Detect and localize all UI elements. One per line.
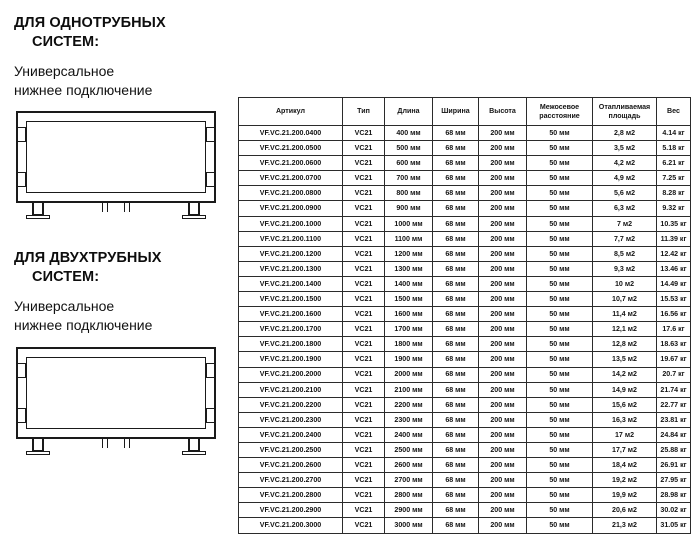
cell-heated-area: 8,5 м2 xyxy=(593,246,657,261)
cell-width: 68 мм xyxy=(433,261,479,276)
cell-weight: 31.05 кг xyxy=(657,518,691,533)
cell-type: VC21 xyxy=(343,231,385,246)
cell-type: VC21 xyxy=(343,201,385,216)
cell-heated-area: 16,3 м2 xyxy=(593,412,657,427)
cell-heated-area: 20,6 м2 xyxy=(593,503,657,518)
cell-width: 68 мм xyxy=(433,126,479,141)
cell-type: VC21 xyxy=(343,412,385,427)
table-row xyxy=(239,382,691,397)
cell-type: VC21 xyxy=(343,488,385,503)
cell-width: 68 мм xyxy=(433,216,479,231)
cell-article: VF.VC.21.200.2700 xyxy=(239,473,343,488)
cell-axial-distance: 50 мм xyxy=(527,186,593,201)
cell-type: VC21 xyxy=(343,186,385,201)
cell-height: 200 мм xyxy=(479,292,527,307)
cell-weight: 6.21 кг xyxy=(657,156,691,171)
cell-weight: 30.02 кг xyxy=(657,503,691,518)
cell-height: 200 мм xyxy=(479,473,527,488)
cell-article: VF.VC.21.200.2500 xyxy=(239,442,343,457)
cell-height: 200 мм xyxy=(479,458,527,473)
cell-height: 200 мм xyxy=(479,503,527,518)
cell-heated-area: 6,3 м2 xyxy=(593,201,657,216)
single-pipe-subtitle xyxy=(14,62,232,100)
table-row xyxy=(239,352,691,367)
cell-article: VF.VC.21.200.0400 xyxy=(239,126,343,141)
cell-heated-area: 9,3 м2 xyxy=(593,261,657,276)
cell-article: VF.VC.21.200.3000 xyxy=(239,518,343,533)
single-pipe-title xyxy=(14,14,232,52)
cell-length: 2700 мм xyxy=(385,473,433,488)
cell-length: 1100 мм xyxy=(385,231,433,246)
cell-article: VF.VC.21.200.2800 xyxy=(239,488,343,503)
cell-height: 200 мм xyxy=(479,231,527,246)
cell-length: 500 мм xyxy=(385,141,433,156)
cell-article: VF.VC.21.200.2200 xyxy=(239,397,343,412)
cell-width: 68 мм xyxy=(433,292,479,307)
cell-type: VC21 xyxy=(343,276,385,291)
cell-type: VC21 xyxy=(343,307,385,322)
cell-length: 2000 мм xyxy=(385,367,433,382)
cell-type: VC21 xyxy=(343,503,385,518)
cell-width: 68 мм xyxy=(433,201,479,216)
cell-width: 68 мм xyxy=(433,171,479,186)
cell-heated-area: 5,6 м2 xyxy=(593,186,657,201)
cell-heated-area: 12,8 м2 xyxy=(593,337,657,352)
cell-height: 200 мм xyxy=(479,186,527,201)
cell-article: VF.VC.21.200.2000 xyxy=(239,367,343,382)
cell-axial-distance: 50 мм xyxy=(527,292,593,307)
radiator-inner-panel xyxy=(26,357,206,429)
cell-weight: 13.46 кг xyxy=(657,261,691,276)
cell-length: 2400 мм xyxy=(385,427,433,442)
cell-width: 68 мм xyxy=(433,322,479,337)
radiator-port-top-left xyxy=(17,363,26,378)
cell-weight: 17.6 кг xyxy=(657,322,691,337)
cell-weight: 27.95 кг xyxy=(657,473,691,488)
cell-length: 800 мм xyxy=(385,186,433,201)
cell-article: VF.VC.21.200.0700 xyxy=(239,171,343,186)
table-row xyxy=(239,156,691,171)
cell-type: VC21 xyxy=(343,397,385,412)
cell-heated-area: 7 м2 xyxy=(593,216,657,231)
cell-axial-distance: 50 мм xyxy=(527,231,593,246)
cell-axial-distance: 50 мм xyxy=(527,337,593,352)
cell-heated-area: 13,5 м2 xyxy=(593,352,657,367)
cell-axial-distance: 50 мм xyxy=(527,427,593,442)
cell-type: VC21 xyxy=(343,141,385,156)
cell-article: VF.VC.21.200.2400 xyxy=(239,427,343,442)
axial-distance-line1: Межосевое xyxy=(539,103,580,112)
column-header-length: Длина xyxy=(385,98,433,126)
table-row xyxy=(239,171,691,186)
table-row xyxy=(239,337,691,352)
cell-axial-distance: 50 мм xyxy=(527,442,593,457)
table-row xyxy=(239,186,691,201)
cell-axial-distance: 50 мм xyxy=(527,261,593,276)
cell-weight: 9.32 кг xyxy=(657,201,691,216)
cell-type: VC21 xyxy=(343,171,385,186)
cell-article: VF.VC.21.200.0600 xyxy=(239,156,343,171)
cell-height: 200 мм xyxy=(479,261,527,276)
radiator-diagram-single-pipe xyxy=(16,111,216,219)
radiator-connection-pipe-left xyxy=(102,439,108,448)
table-head xyxy=(239,98,691,126)
radiator-port-top-right xyxy=(206,363,215,378)
cell-weight: 4.14 кг xyxy=(657,126,691,141)
cell-weight: 8.28 кг xyxy=(657,186,691,201)
two-pipe-block xyxy=(14,249,232,454)
cell-axial-distance: 50 мм xyxy=(527,382,593,397)
cell-heated-area: 18,4 м2 xyxy=(593,458,657,473)
cell-type: VC21 xyxy=(343,382,385,397)
cell-axial-distance: 50 мм xyxy=(527,488,593,503)
cell-axial-distance: 50 мм xyxy=(527,141,593,156)
radiator-port-bottom-right xyxy=(206,172,215,187)
cell-type: VC21 xyxy=(343,442,385,457)
cell-length: 2200 мм xyxy=(385,397,433,412)
cell-width: 68 мм xyxy=(433,141,479,156)
cell-weight: 15.53 кг xyxy=(657,292,691,307)
cell-width: 68 мм xyxy=(433,382,479,397)
cell-weight: 25.88 кг xyxy=(657,442,691,457)
cell-width: 68 мм xyxy=(433,473,479,488)
cell-length: 1300 мм xyxy=(385,261,433,276)
cell-article: VF.VC.21.200.1400 xyxy=(239,276,343,291)
two-pipe-subtitle-line1: Универсальное xyxy=(14,298,115,315)
radiator-port-top-left xyxy=(17,127,26,142)
cell-height: 200 мм xyxy=(479,307,527,322)
cell-type: VC21 xyxy=(343,261,385,276)
cell-article: VF.VC.21.200.2600 xyxy=(239,458,343,473)
cell-height: 200 мм xyxy=(479,337,527,352)
table-row xyxy=(239,367,691,382)
single-pipe-title-line2: СИСТЕМ: xyxy=(32,33,100,50)
cell-length: 1200 мм xyxy=(385,246,433,261)
cell-width: 68 мм xyxy=(433,503,479,518)
cell-width: 68 мм xyxy=(433,367,479,382)
cell-length: 2600 мм xyxy=(385,458,433,473)
column-header-heated-area xyxy=(593,98,657,126)
table-row xyxy=(239,126,691,141)
column-header-type: Тип xyxy=(343,98,385,126)
cell-article: VF.VC.21.200.0900 xyxy=(239,201,343,216)
table-row xyxy=(239,397,691,412)
cell-width: 68 мм xyxy=(433,442,479,457)
cell-article: VF.VC.21.200.1500 xyxy=(239,292,343,307)
cell-weight: 26.91 кг xyxy=(657,458,691,473)
cell-axial-distance: 50 мм xyxy=(527,397,593,412)
cell-height: 200 мм xyxy=(479,442,527,457)
heated-area-line2: площадь xyxy=(608,111,641,120)
diagrams-column xyxy=(14,14,232,455)
cell-heated-area: 10 м2 xyxy=(593,276,657,291)
table-body xyxy=(239,126,691,534)
cell-height: 200 мм xyxy=(479,171,527,186)
radiator-foot-right xyxy=(182,451,206,455)
cell-length: 2100 мм xyxy=(385,382,433,397)
cell-width: 68 мм xyxy=(433,352,479,367)
cell-length: 2500 мм xyxy=(385,442,433,457)
axial-distance-line2: расстояние xyxy=(539,111,580,120)
cell-weight: 22.77 кг xyxy=(657,397,691,412)
cell-axial-distance: 50 мм xyxy=(527,246,593,261)
specifications-table-wrapper xyxy=(238,97,690,534)
cell-article: VF.VC.21.200.0500 xyxy=(239,141,343,156)
cell-axial-distance: 50 мм xyxy=(527,518,593,533)
cell-height: 200 мм xyxy=(479,382,527,397)
radiator-port-top-right xyxy=(206,127,215,142)
cell-axial-distance: 50 мм xyxy=(527,458,593,473)
cell-length: 1500 мм xyxy=(385,292,433,307)
cell-width: 68 мм xyxy=(433,518,479,533)
cell-type: VC21 xyxy=(343,352,385,367)
two-pipe-subtitle-line2: нижнее подключение xyxy=(14,317,153,334)
cell-axial-distance: 50 мм xyxy=(527,352,593,367)
radiator-port-bottom-right xyxy=(206,408,215,423)
cell-height: 200 мм xyxy=(479,397,527,412)
cell-heated-area: 14,9 м2 xyxy=(593,382,657,397)
column-header-axial-distance xyxy=(527,98,593,126)
table-row xyxy=(239,442,691,457)
cell-height: 200 мм xyxy=(479,352,527,367)
cell-height: 200 мм xyxy=(479,246,527,261)
cell-width: 68 мм xyxy=(433,156,479,171)
radiator-foot-right xyxy=(182,215,206,219)
cell-weight: 5.18 кг xyxy=(657,141,691,156)
cell-length: 1400 мм xyxy=(385,276,433,291)
cell-width: 68 мм xyxy=(433,412,479,427)
cell-type: VC21 xyxy=(343,292,385,307)
table-row xyxy=(239,231,691,246)
table-row xyxy=(239,488,691,503)
cell-height: 200 мм xyxy=(479,276,527,291)
cell-weight: 12.42 кг xyxy=(657,246,691,261)
cell-width: 68 мм xyxy=(433,337,479,352)
cell-axial-distance: 50 мм xyxy=(527,412,593,427)
cell-type: VC21 xyxy=(343,337,385,352)
cell-weight: 21.74 кг xyxy=(657,382,691,397)
cell-article: VF.VC.21.200.2100 xyxy=(239,382,343,397)
cell-width: 68 мм xyxy=(433,186,479,201)
cell-type: VC21 xyxy=(343,246,385,261)
column-header-weight: Вес xyxy=(657,98,691,126)
cell-type: VC21 xyxy=(343,473,385,488)
cell-length: 600 мм xyxy=(385,156,433,171)
cell-type: VC21 xyxy=(343,156,385,171)
table-row xyxy=(239,261,691,276)
cell-weight: 23.81 кг xyxy=(657,412,691,427)
heated-area-line1: Отапливаемая xyxy=(598,103,651,112)
cell-length: 2800 мм xyxy=(385,488,433,503)
cell-heated-area: 21,3 м2 xyxy=(593,518,657,533)
column-header-height: Высота xyxy=(479,98,527,126)
cell-height: 200 мм xyxy=(479,488,527,503)
radiator-body xyxy=(16,347,216,439)
cell-weight: 20.7 кг xyxy=(657,367,691,382)
cell-heated-area: 19,9 м2 xyxy=(593,488,657,503)
cell-heated-area: 19,2 м2 xyxy=(593,473,657,488)
cell-height: 200 мм xyxy=(479,156,527,171)
cell-heated-area: 17,7 м2 xyxy=(593,442,657,457)
cell-height: 200 мм xyxy=(479,126,527,141)
cell-weight: 7.25 кг xyxy=(657,171,691,186)
cell-axial-distance: 50 мм xyxy=(527,473,593,488)
cell-article: VF.VC.21.200.1100 xyxy=(239,231,343,246)
cell-axial-distance: 50 мм xyxy=(527,156,593,171)
cell-weight: 16.56 кг xyxy=(657,307,691,322)
cell-heated-area: 10,7 м2 xyxy=(593,292,657,307)
cell-width: 68 мм xyxy=(433,231,479,246)
cell-axial-distance: 50 мм xyxy=(527,126,593,141)
radiator-diagram-two-pipe xyxy=(16,347,216,455)
radiator-inner-panel xyxy=(26,121,206,193)
cell-heated-area: 4,9 м2 xyxy=(593,171,657,186)
cell-weight: 18.63 кг xyxy=(657,337,691,352)
cell-height: 200 мм xyxy=(479,367,527,382)
cell-type: VC21 xyxy=(343,126,385,141)
cell-length: 1000 мм xyxy=(385,216,433,231)
cell-height: 200 мм xyxy=(479,216,527,231)
cell-article: VF.VC.21.200.1600 xyxy=(239,307,343,322)
cell-heated-area: 14,2 м2 xyxy=(593,367,657,382)
table-row xyxy=(239,473,691,488)
cell-length: 400 мм xyxy=(385,126,433,141)
single-pipe-subtitle-line2: нижнее подключение xyxy=(14,81,153,98)
table-row xyxy=(239,427,691,442)
cell-width: 68 мм xyxy=(433,427,479,442)
cell-weight: 28.98 кг xyxy=(657,488,691,503)
cell-type: VC21 xyxy=(343,367,385,382)
cell-height: 200 мм xyxy=(479,412,527,427)
cell-article: VF.VC.21.200.1800 xyxy=(239,337,343,352)
cell-type: VC21 xyxy=(343,322,385,337)
cell-heated-area: 2,8 м2 xyxy=(593,126,657,141)
cell-heated-area: 15,6 м2 xyxy=(593,397,657,412)
cell-width: 68 мм xyxy=(433,397,479,412)
cell-article: VF.VC.21.200.1200 xyxy=(239,246,343,261)
cell-weight: 10.35 кг xyxy=(657,216,691,231)
table-row xyxy=(239,503,691,518)
cell-length: 1700 мм xyxy=(385,322,433,337)
radiator-connection-pipe-left xyxy=(102,203,108,212)
cell-axial-distance: 50 мм xyxy=(527,322,593,337)
cell-axial-distance: 50 мм xyxy=(527,276,593,291)
table-row xyxy=(239,246,691,261)
two-pipe-title xyxy=(14,249,232,287)
table-row xyxy=(239,412,691,427)
cell-weight: 24.84 кг xyxy=(657,427,691,442)
cell-width: 68 мм xyxy=(433,276,479,291)
cell-axial-distance: 50 мм xyxy=(527,367,593,382)
table-row xyxy=(239,518,691,533)
specifications-table xyxy=(238,97,691,534)
cell-length: 900 мм xyxy=(385,201,433,216)
radiator-port-bottom-left xyxy=(17,172,26,187)
cell-heated-area: 11,4 м2 xyxy=(593,307,657,322)
cell-article: VF.VC.21.200.2300 xyxy=(239,412,343,427)
cell-length: 1600 мм xyxy=(385,307,433,322)
cell-type: VC21 xyxy=(343,427,385,442)
cell-article: VF.VC.21.200.0800 xyxy=(239,186,343,201)
cell-heated-area: 3,5 м2 xyxy=(593,141,657,156)
cell-height: 200 мм xyxy=(479,201,527,216)
cell-length: 1800 мм xyxy=(385,337,433,352)
cell-heated-area: 4,2 м2 xyxy=(593,156,657,171)
cell-axial-distance: 50 мм xyxy=(527,307,593,322)
table-row xyxy=(239,216,691,231)
radiator-foot-left xyxy=(26,215,50,219)
cell-axial-distance: 50 мм xyxy=(527,171,593,186)
cell-length: 3000 мм xyxy=(385,518,433,533)
cell-width: 68 мм xyxy=(433,246,479,261)
cell-width: 68 мм xyxy=(433,307,479,322)
two-pipe-title-line2: СИСТЕМ: xyxy=(32,269,100,286)
table-row xyxy=(239,276,691,291)
table-row xyxy=(239,292,691,307)
cell-height: 200 мм xyxy=(479,518,527,533)
table-row xyxy=(239,201,691,216)
radiator-foot-left xyxy=(26,451,50,455)
table-row xyxy=(239,322,691,337)
cell-heated-area: 12,1 м2 xyxy=(593,322,657,337)
cell-height: 200 мм xyxy=(479,427,527,442)
cell-type: VC21 xyxy=(343,216,385,231)
radiator-port-bottom-left xyxy=(17,408,26,423)
cell-article: VF.VC.21.200.1000 xyxy=(239,216,343,231)
two-pipe-subtitle xyxy=(14,297,232,335)
cell-heated-area: 7,7 м2 xyxy=(593,231,657,246)
table-row xyxy=(239,141,691,156)
table-row xyxy=(239,458,691,473)
single-pipe-subtitle-line1: Универсальное xyxy=(14,62,115,79)
cell-length: 700 мм xyxy=(385,171,433,186)
cell-length: 2300 мм xyxy=(385,412,433,427)
table-header-row xyxy=(239,98,691,126)
cell-article: VF.VC.21.200.1700 xyxy=(239,322,343,337)
cell-height: 200 мм xyxy=(479,141,527,156)
radiator-connection-pipe-right xyxy=(124,203,130,212)
single-pipe-block xyxy=(14,14,232,219)
cell-article: VF.VC.21.200.2900 xyxy=(239,503,343,518)
cell-length: 1900 мм xyxy=(385,352,433,367)
cell-length: 2900 мм xyxy=(385,503,433,518)
column-header-article: Артикул xyxy=(239,98,343,126)
single-pipe-title-line1: ДЛЯ ОДНОТРУБНЫХ xyxy=(14,15,166,31)
table-row xyxy=(239,307,691,322)
cell-weight: 19.67 кг xyxy=(657,352,691,367)
cell-width: 68 мм xyxy=(433,458,479,473)
two-pipe-title-line1: ДЛЯ ДВУХТРУБНЫХ xyxy=(14,250,162,267)
cell-article: VF.VC.21.200.1900 xyxy=(239,352,343,367)
cell-axial-distance: 50 мм xyxy=(527,201,593,216)
cell-width: 68 мм xyxy=(433,488,479,503)
cell-height: 200 мм xyxy=(479,322,527,337)
column-header-width: Ширина xyxy=(433,98,479,126)
cell-weight: 11.39 кг xyxy=(657,231,691,246)
cell-axial-distance: 50 мм xyxy=(527,216,593,231)
cell-type: VC21 xyxy=(343,518,385,533)
cell-weight: 14.49 кг xyxy=(657,276,691,291)
cell-type: VC21 xyxy=(343,458,385,473)
radiator-body xyxy=(16,111,216,203)
cell-heated-area: 17 м2 xyxy=(593,427,657,442)
cell-article: VF.VC.21.200.1300 xyxy=(239,261,343,276)
radiator-connection-pipe-right xyxy=(124,439,130,448)
cell-axial-distance: 50 мм xyxy=(527,503,593,518)
